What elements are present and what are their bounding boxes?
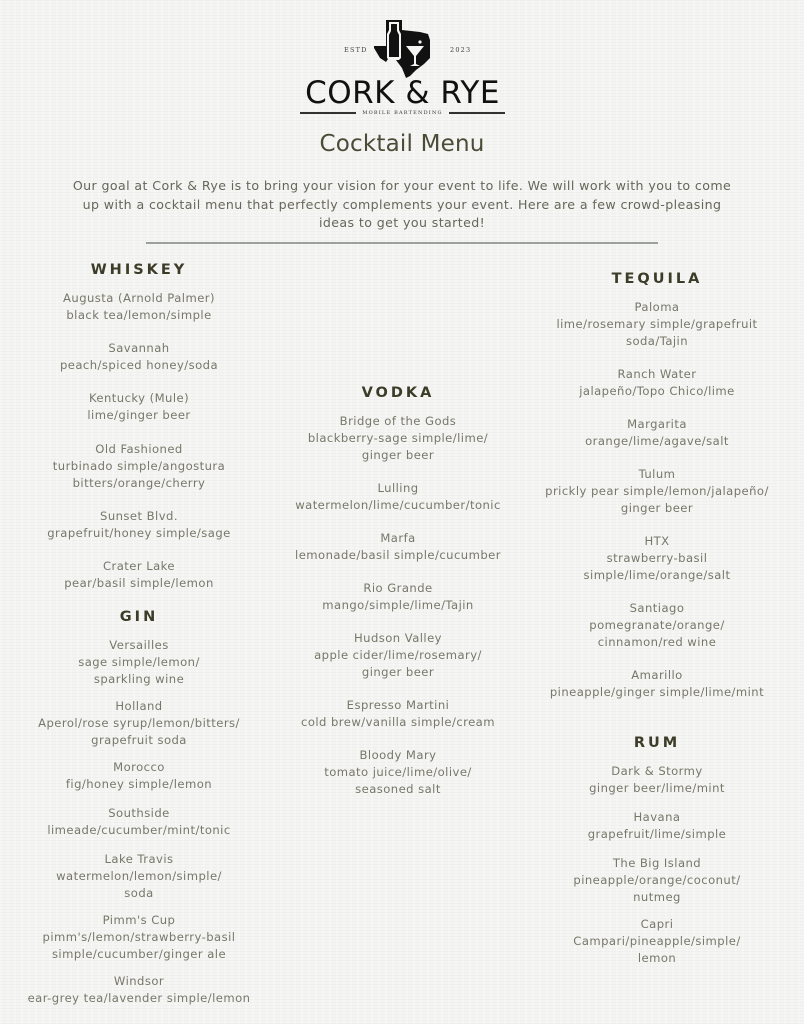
drink-ingredients: orange/lime/agave/salt xyxy=(585,433,729,448)
drink-ingredients: ear-grey tea/lavender simple/lemon xyxy=(27,990,251,1005)
drink-name: Espresso Martini xyxy=(346,698,450,712)
drink-name: Southside xyxy=(108,806,170,820)
menu-item xyxy=(273,480,523,514)
menu-item xyxy=(527,600,787,650)
menu-item xyxy=(527,763,787,797)
drink-name: Pimm's Cup xyxy=(102,913,176,927)
section-heading-gin: GIN xyxy=(119,609,159,625)
drink-ingredients: soda xyxy=(124,885,154,900)
drink-name: Morocco xyxy=(113,760,165,774)
page-title: Cocktail Menu xyxy=(319,131,485,157)
drink-ingredients: grapefruit/honey simple/sage xyxy=(47,525,231,540)
drink-name: Rio Grande xyxy=(363,581,433,595)
drink-name: Lake Travis xyxy=(104,852,174,866)
menu-item xyxy=(527,416,787,450)
menu-item xyxy=(19,290,259,324)
drink-ingredients: cold brew/vanilla simple/cream xyxy=(301,714,495,729)
drink-name: Old Fashioned xyxy=(95,442,183,456)
drink-name: Marfa xyxy=(380,531,416,545)
menu-item xyxy=(19,558,259,592)
menu-item xyxy=(19,441,259,491)
drink-ingredients: cinnamon/red wine xyxy=(597,634,717,649)
menu-item xyxy=(527,366,787,400)
header-divider xyxy=(146,242,658,244)
texas-bottle-martini-icon xyxy=(372,18,434,80)
logo-year: 2023 xyxy=(450,46,472,54)
menu-item xyxy=(19,805,259,839)
brand-logo xyxy=(300,18,505,118)
drink-ingredients: bitters/orange/cherry xyxy=(72,475,206,490)
drink-name: Amarillo xyxy=(631,668,683,682)
menu-item xyxy=(19,340,259,374)
drink-name: Windsor xyxy=(113,974,165,988)
drink-ingredients: jalapeño/Topo Chico/lime xyxy=(579,383,735,398)
menu-item xyxy=(273,630,523,680)
drink-ingredients: watermelon/lemon/simple/ xyxy=(56,868,222,883)
drink-name: Capri xyxy=(640,917,674,931)
drink-ingredients: simple/lime/orange/salt xyxy=(583,567,731,582)
drink-ingredients: simple/cucumber/ginger ale xyxy=(51,946,227,961)
drink-ingredients: apple cider/lime/rosemary/ xyxy=(314,647,482,662)
drink-name: Kentucky (Mule) xyxy=(88,391,190,405)
drink-ingredients: pimm's/lemon/strawberry-basil xyxy=(42,929,236,944)
drink-ingredients: pineapple/ginger simple/lime/mint xyxy=(549,684,765,699)
drink-name: HTX xyxy=(644,534,670,548)
drink-ingredients: turbinado simple/angostura xyxy=(52,458,226,473)
drink-name: Augusta (Arnold Palmer) xyxy=(63,291,215,305)
drink-ingredients: ginger beer xyxy=(361,664,435,679)
drink-ingredients: ginger beer xyxy=(620,500,694,515)
drink-name: Bridge of the Gods xyxy=(339,414,457,428)
menu-item xyxy=(19,759,259,793)
menu-item xyxy=(527,855,787,905)
menu-item xyxy=(527,809,787,843)
drink-ingredients: lime/rosemary simple/grapefruit xyxy=(556,316,758,331)
drink-name: Bloody Mary xyxy=(359,748,437,762)
menu-item xyxy=(19,698,259,748)
menu-item xyxy=(527,667,787,701)
logo-tagline: MOBILE BARTENDING xyxy=(362,110,443,116)
drink-ingredients: ginger beer xyxy=(361,447,435,462)
drink-ingredients: ginger beer/lime/mint xyxy=(589,780,725,795)
menu-item xyxy=(527,299,787,349)
drink-ingredients: lime/ginger beer xyxy=(87,407,191,422)
drink-name: Havana xyxy=(633,810,681,824)
section-heading-whiskey: WHISKEY xyxy=(90,262,188,278)
menu-item xyxy=(19,912,259,962)
menu-item xyxy=(19,973,259,1007)
menu-item xyxy=(273,530,523,564)
logo-rule-right xyxy=(449,112,505,114)
drink-ingredients: fig/honey simple/lemon xyxy=(65,776,213,791)
drink-ingredients: prickly pear simple/lemon/jalapeño/ xyxy=(545,483,769,498)
drink-name: Holland xyxy=(115,699,163,713)
drink-ingredients: pineapple/orange/coconut/ xyxy=(573,872,741,887)
drink-ingredients: grapefruit/lime/simple xyxy=(587,826,727,841)
logo-tagline-row xyxy=(300,109,505,117)
drink-ingredients: lemonade/basil simple/cucumber xyxy=(295,547,501,562)
drink-name: Hudson Valley xyxy=(353,631,442,645)
drink-ingredients: strawberry-basil xyxy=(606,550,708,565)
drink-ingredients: soda/Tajin xyxy=(625,333,689,348)
logo-estd-label: ESTD xyxy=(344,46,368,54)
menu-item xyxy=(19,851,259,901)
drink-ingredients: blackberry-sage simple/lime/ xyxy=(307,430,489,445)
menu-item xyxy=(527,533,787,583)
drink-ingredients: lemon xyxy=(637,950,677,965)
section-heading-rum: RUM xyxy=(633,735,681,751)
drink-ingredients: Campari/pineapple/simple/ xyxy=(573,933,741,948)
drink-ingredients: seasoned salt xyxy=(355,781,441,796)
menu-item xyxy=(273,747,523,797)
drink-name: Tulum xyxy=(638,467,676,481)
drink-name: Paloma xyxy=(634,300,680,314)
drink-name: Dark & Stormy xyxy=(611,764,703,778)
menu-item xyxy=(273,413,523,463)
drink-name: Lulling xyxy=(377,481,419,495)
logo-wordmark: CORK & RYE xyxy=(305,75,500,111)
drink-ingredients: black tea/lemon/simple xyxy=(66,307,212,322)
menu-item xyxy=(19,508,259,542)
drink-ingredients: nutmeg xyxy=(633,889,681,904)
drink-name: Ranch Water xyxy=(617,367,697,381)
intro-paragraph: Our goal at Cork & Rye is to bring your vision for your event to life. We will work with you to come up with a cocktail menu that perfectly complements your event. Here are a few crowd-pleasing ideas to get you started! xyxy=(72,178,732,230)
drink-ingredients: pear/basil simple/lemon xyxy=(64,575,214,590)
menu-item xyxy=(527,466,787,516)
menu-item xyxy=(19,390,259,424)
drink-ingredients: limeade/cucumber/mint/tonic xyxy=(47,822,231,837)
drink-ingredients: sage simple/lemon/ xyxy=(78,654,200,669)
drink-ingredients: watermelon/lime/cucumber/tonic xyxy=(295,497,501,512)
section-heading-tequila: TEQUILA xyxy=(611,271,703,287)
menu-item xyxy=(527,916,787,966)
drink-name: Sunset Blvd. xyxy=(100,509,178,523)
drink-ingredients: grapefruit soda xyxy=(91,732,187,747)
drink-ingredients: tomato juice/lime/olive/ xyxy=(324,764,472,779)
section-heading-vodka: VODKA xyxy=(361,385,435,401)
menu-item xyxy=(273,697,523,731)
menu-item xyxy=(273,580,523,614)
drink-ingredients: pomegranate/orange/ xyxy=(589,617,725,632)
drink-ingredients: sparkling wine xyxy=(93,671,185,686)
drink-ingredients: mango/simple/lime/Tajin xyxy=(322,597,474,612)
drink-name: Margarita xyxy=(627,417,687,431)
drink-ingredients: Aperol/rose syrup/lemon/bitters/ xyxy=(38,715,240,730)
drink-name: Crater Lake xyxy=(102,559,176,573)
drink-ingredients: peach/spiced honey/soda xyxy=(59,357,219,372)
drink-name: Savannah xyxy=(108,341,170,355)
drink-name: The Big Island xyxy=(612,856,702,870)
menu-item xyxy=(19,637,259,687)
drink-name: Versailles xyxy=(109,638,169,652)
drink-name: Santiago xyxy=(629,601,685,615)
logo-rule-left xyxy=(300,112,356,114)
